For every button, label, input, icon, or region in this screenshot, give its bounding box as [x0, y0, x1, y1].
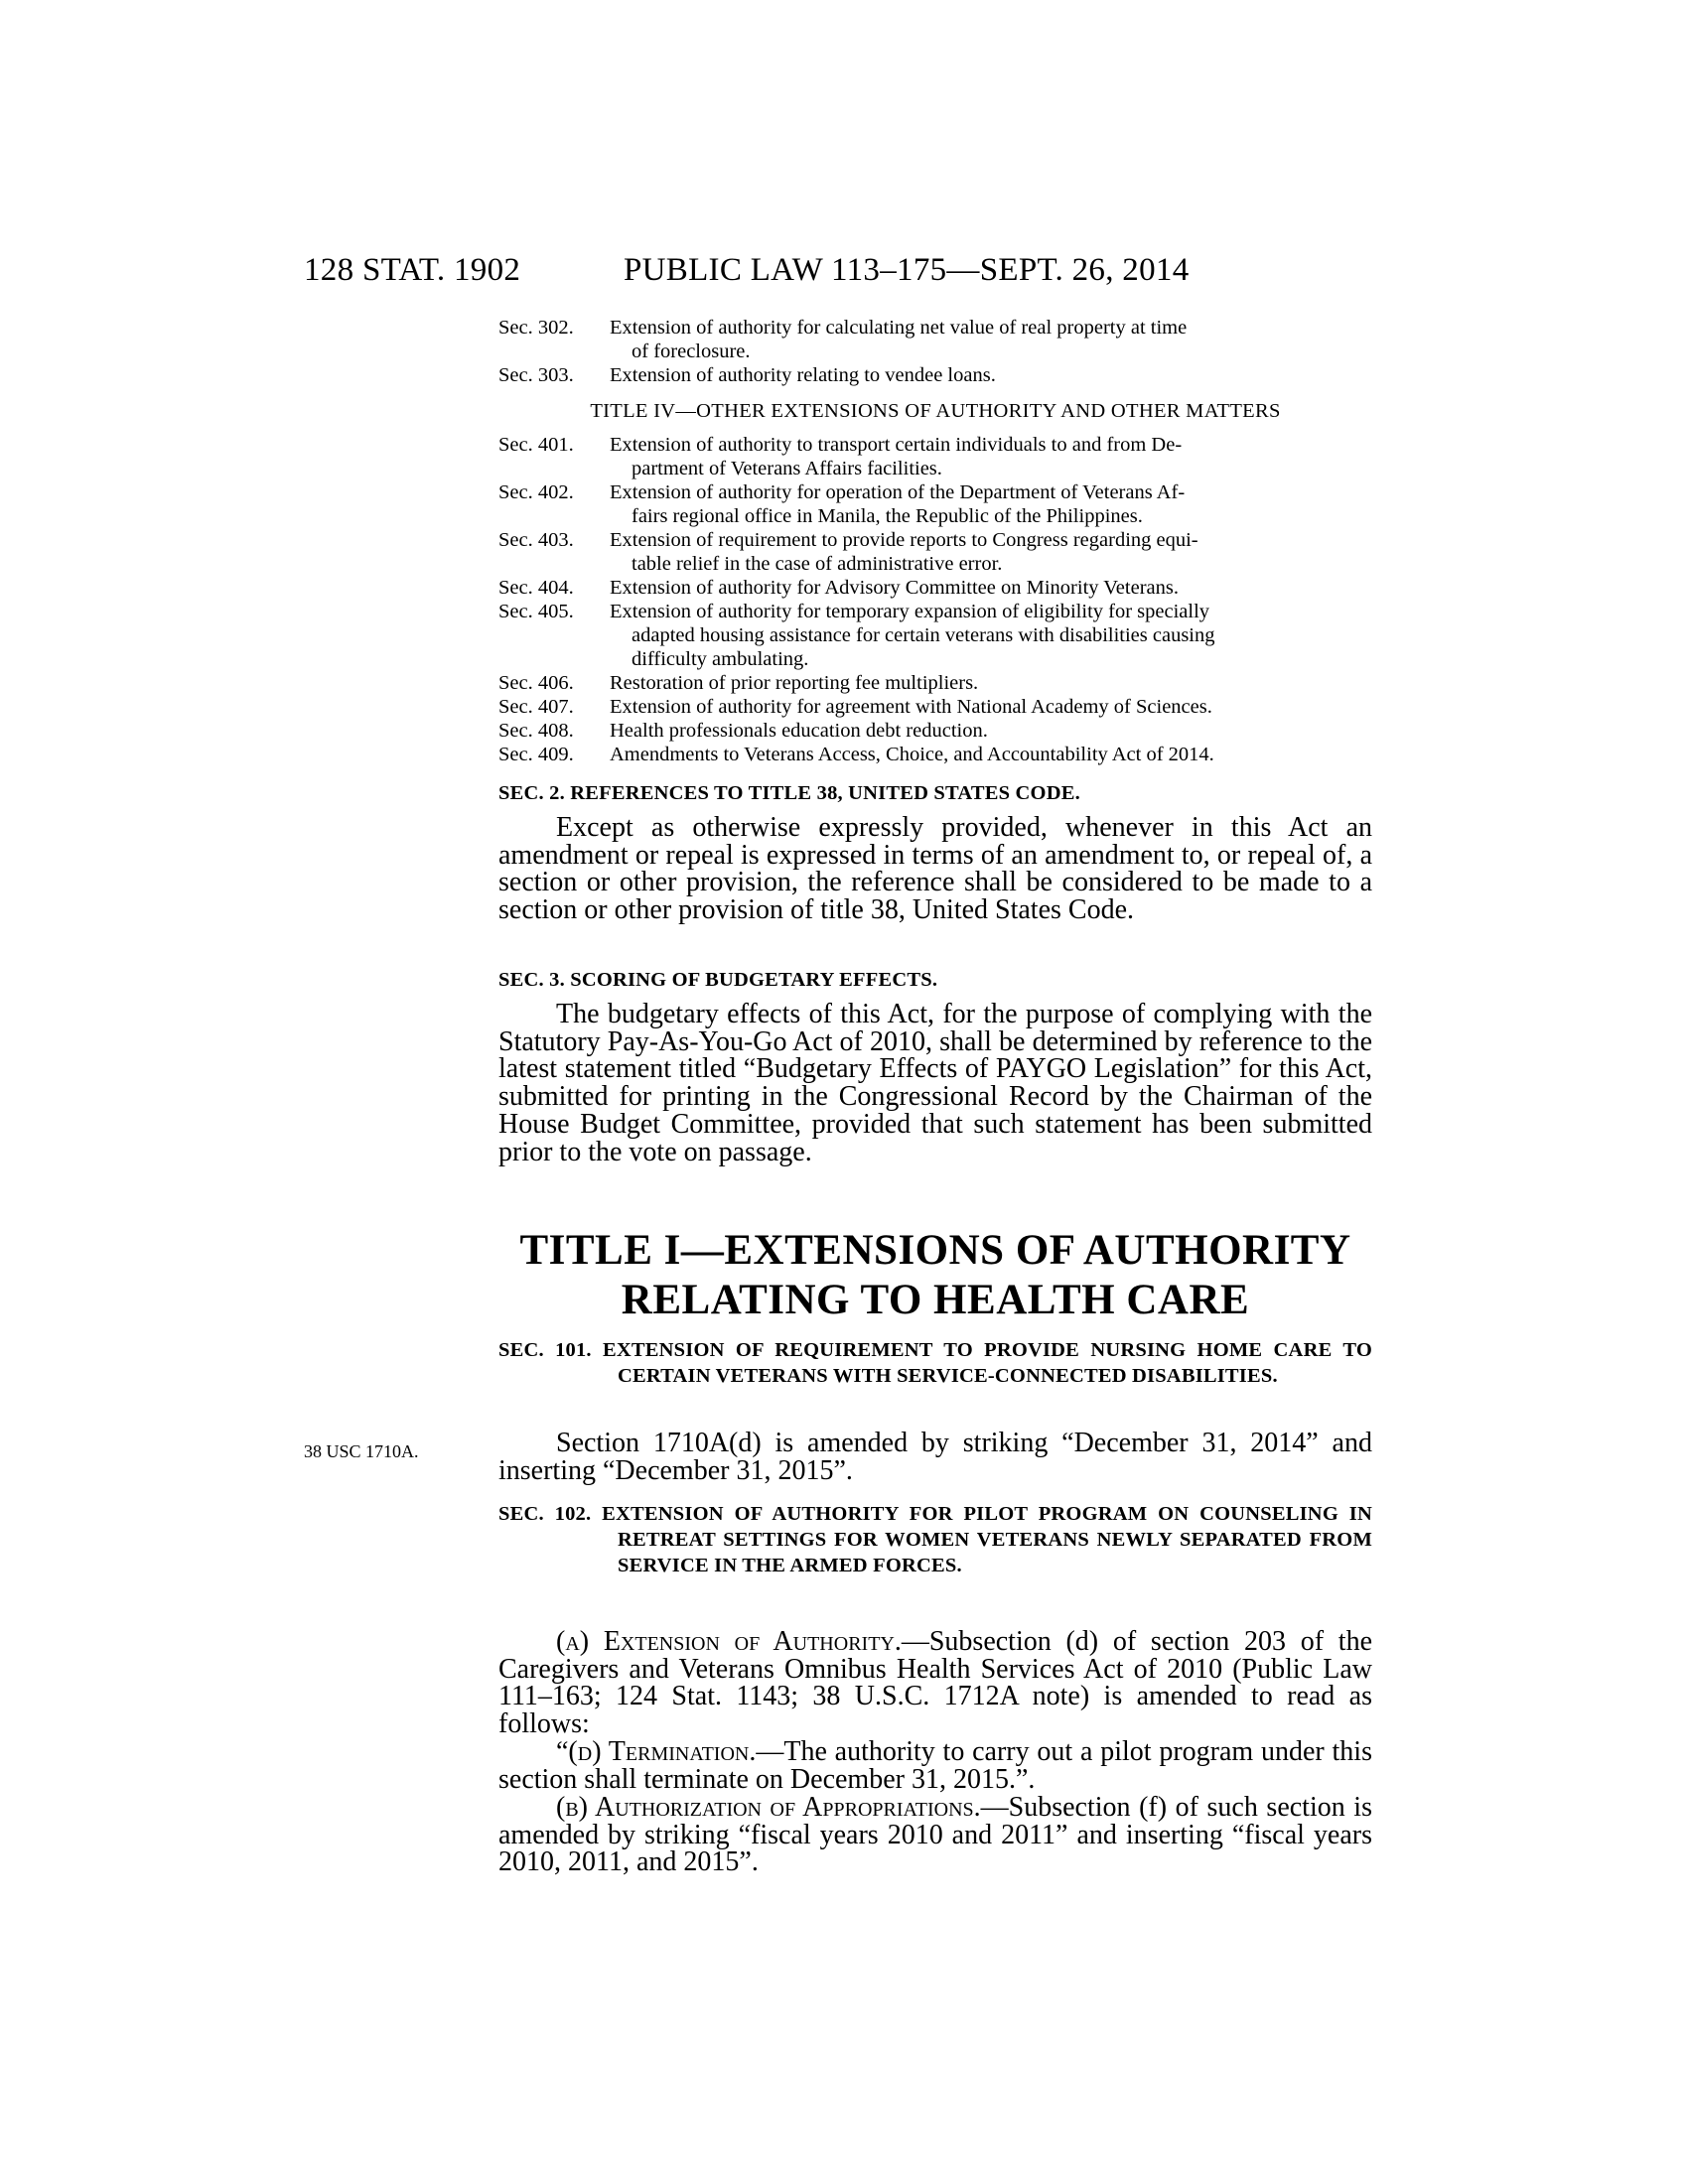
toc-entry-section-number: Sec. 403.: [498, 529, 574, 551]
title-i-line-2: RELATING TO HEALTH CARE: [621, 1277, 1250, 1323]
toc-entry: [498, 719, 1372, 743]
toc-entry-section-number: Sec. 407.: [498, 696, 574, 718]
sec-2-heading: SEC. 2. REFERENCES TO TITLE 38, UNITED STATES CODE.: [498, 782, 1080, 804]
sec-3-body: The budgetary effects of this Act, for the purpose of complying with the Statutory Pay-As-You-Go Act of 2010, shall be determined by reference to the latest statement titled “Budgetary Effects of PAYGO Legislation” for this Act, submitted for printing in the Congressional Record by the Chairman of the House Budget Committee, provided that such statement has been submitted prior to the vote on passage.: [498, 999, 1372, 1167]
toc-entry-section-number: Sec. 406.: [498, 672, 574, 694]
toc-entry-continuation: fairs regional office in Manila, the Republic of the Philippines.: [632, 505, 1143, 527]
toc-entry-section-number: Sec. 402.: [498, 481, 574, 503]
toc-entry-text-line: Extension of authority for temporary expansion of eligibility for specially: [610, 601, 1210, 622]
toc-entry: [498, 528, 1372, 576]
sec-3-heading: SEC. 3. SCORING OF BUDGETARY EFFECTS.: [498, 969, 938, 991]
toc-entry: [498, 576, 1372, 600]
toc-entry-text-line: Extension of authority for calculating net value of real property at time: [610, 317, 1188, 339]
toc-entry-text: [610, 600, 1372, 671]
sec-102-subsection-b: [498, 1794, 1372, 1876]
toc-entry: [498, 671, 1372, 695]
sec-102-subsection-a: [498, 1628, 1372, 1738]
running-header-law-title: PUBLIC LAW 113–175—SEPT. 26, 2014: [624, 252, 1190, 288]
toc-entry-section-number: Sec. 401.: [498, 434, 574, 456]
toc-entry-text-line: Health professionals education debt reduction.: [610, 720, 988, 742]
toc-entry-section-number: Sec. 405.: [498, 601, 574, 622]
toc-entry: [498, 695, 1372, 719]
toc-entry-text: [610, 363, 1372, 387]
sec-102-heading: SEC. 102. EXTENSION OF AUTHORITY FOR PILOT PROGRAM ON COUNSELING IN RETREAT SETTINGS FOR WOMEN VETERANS NEWLY SEPARATED FROM SERVICE IN THE ARMED FORCES.: [498, 1503, 1372, 1576]
toc-entry-section-number: Sec. 409.: [498, 744, 574, 765]
toc-entry: [498, 363, 1372, 387]
toc-entry-text: [610, 695, 1372, 719]
toc-entry-continuation: of foreclosure.: [632, 341, 751, 362]
sec-102-termination-quote: [498, 1738, 1372, 1793]
toc-entry-text-line: Extension of authority for agreement with National Academy of Sciences.: [610, 696, 1212, 718]
table-of-contents: [498, 316, 1372, 766]
sec-2-body: Except as otherwise expressly provided, whenever in this Act an amendment or repeal is expressed in terms of an amendment to, or repeal of, a section or other provision, the reference shall be considered to be made to a section or other provision of title 38, United States Code.: [498, 812, 1372, 926]
toc-entry-section-number: Sec. 302.: [498, 317, 574, 339]
toc-entry-continuation: table relief in the case of administrative error.: [632, 553, 1003, 575]
toc-entry: [498, 480, 1372, 528]
toc-title-iv-heading: TITLE IV—OTHER EXTENSIONS OF AUTHORITY AND OTHER MATTERS: [590, 400, 1281, 422]
toc-entry: [498, 433, 1372, 480]
sec-101-body: Section 1710A(d) is amended by striking “December 31, 2014” and inserting “December 31, 2015”.: [498, 1428, 1372, 1486]
toc-entry: [498, 600, 1372, 671]
stat-page-number: 128 STAT. 1902: [304, 252, 521, 288]
subsection-b-text: —Subsection (f) of such section is amended by striking “fiscal years 2010 and 2011” and inserting “fiscal years 2010, 2011, and 2015”.: [498, 1792, 1372, 1878]
toc-entry-text-line: Amendments to Veterans Access, Choice, and Accountability Act of 2014.: [610, 744, 1214, 765]
margin-citation-note: 38 USC 1710A.: [304, 1441, 419, 1461]
toc-entry-text: [610, 316, 1372, 363]
toc-group-title-iv: [498, 433, 1372, 766]
toc-entry-section-number: Sec. 408.: [498, 720, 574, 742]
toc-entry-text-line: Restoration of prior reporting fee multipliers.: [610, 672, 979, 694]
toc-entry-text-line: Extension of authority to transport certain individuals to and from De-: [610, 434, 1183, 456]
toc-entry-continuation: difficulty ambulating.: [632, 648, 809, 670]
subsection-a-label: (a) Extension of Authority.: [556, 1626, 902, 1657]
termination-text: —The authority to carry out a pilot program under this section shall terminate on December 31, 2015.”.: [498, 1736, 1372, 1795]
toc-entry: [498, 743, 1372, 766]
toc-entry-text: [610, 433, 1372, 480]
title-i-heading: [498, 1226, 1372, 1325]
toc-entry-text: [610, 719, 1372, 743]
toc-entry-continuation: adapted housing assistance for certain veterans with disabilities causing: [632, 624, 1215, 646]
toc-entry-text: [610, 480, 1372, 528]
toc-entry-text-line: Extension of requirement to provide reports to Congress regarding equi-: [610, 529, 1198, 551]
toc-entry-text: [610, 576, 1372, 600]
title-i-line-1: TITLE I—EXTENSIONS OF AUTHORITY: [519, 1227, 1351, 1274]
toc-entry-text: [610, 528, 1372, 576]
toc-entry-text: [610, 743, 1372, 766]
toc-entry-text-line: Extension of authority for Advisory Committee on Minority Veterans.: [610, 577, 1179, 599]
toc-entry-section-number: Sec. 303.: [498, 364, 574, 386]
toc-entry-section-number: Sec. 404.: [498, 577, 574, 599]
toc-entry-text-line: Extension of authority relating to vendee loans.: [610, 364, 996, 386]
subsection-a-text: —Subsection (d) of section 203 of the Caregivers and Veterans Omnibus Health Services Act of 2010 (Public Law 111–163; 124 Stat. 1143; 38 U.S.C. 1712A note) is amended to read as follows:: [498, 1626, 1372, 1740]
toc-entry-continuation: partment of Veterans Affairs facilities.: [632, 458, 942, 479]
subsection-b-label: (b) Authorization of Appropriations.: [556, 1792, 981, 1823]
toc-entry-text-line: Extension of authority for operation of the Department of Veterans Af-: [610, 481, 1186, 503]
toc-group-title-iii: [498, 316, 1372, 387]
toc-entry-text: [610, 671, 1372, 695]
sec-101-heading: SEC. 101. EXTENSION OF REQUIREMENT TO PROVIDE NURSING HOME CARE TO CERTAIN VETERANS WITH SERVICE-CONNECTED DISABILITIES.: [498, 1339, 1372, 1387]
toc-entry: [498, 316, 1372, 363]
termination-label: “(d) Termination.: [556, 1736, 757, 1767]
